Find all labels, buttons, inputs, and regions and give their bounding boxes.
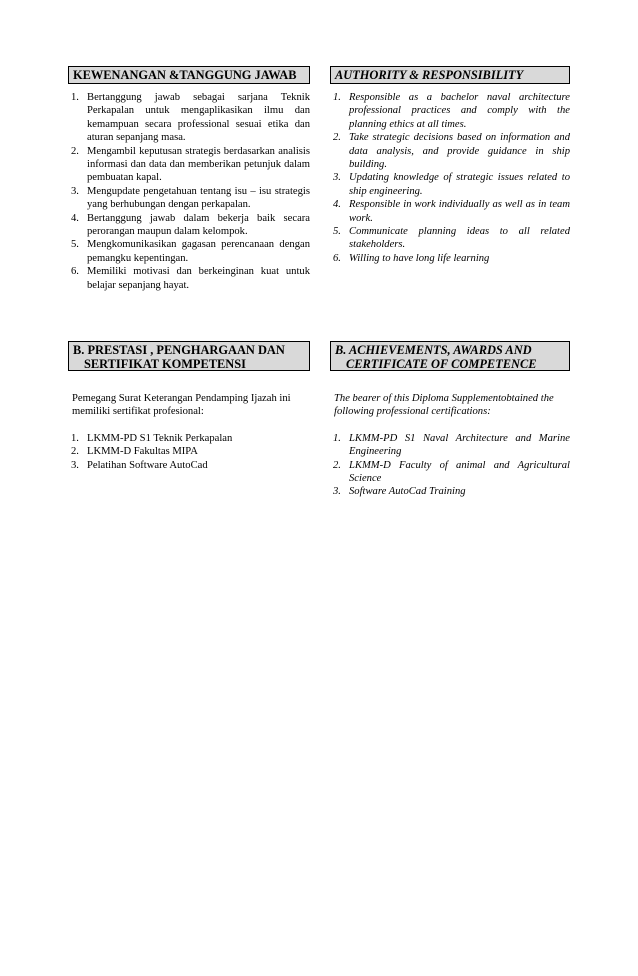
list-item-text: Take strategic decisions based on information and data analysis, and provide guidance in ship building. xyxy=(349,132,570,171)
list-item-text: Software AutoCad Training xyxy=(349,486,466,498)
responsibility-item xyxy=(68,145,310,185)
section-a-en-list xyxy=(330,91,570,265)
section-b-id xyxy=(68,341,310,472)
list-item-number: 3. xyxy=(71,185,79,197)
list-item-number: 6. xyxy=(333,252,341,264)
list-item-text: Responsible in work individually as well as in team work. xyxy=(349,199,570,224)
certification-item xyxy=(330,432,570,459)
section-a-id-header: KEWENANGAN &TANGGUNG JAWAB xyxy=(68,66,310,84)
list-item-number: 6. xyxy=(71,266,79,278)
list-item-text: Mengupdate pengetahuan tentang isu – isu strategis yang berhubungan dengan perkapalan. xyxy=(87,185,310,211)
section-b-en xyxy=(330,341,570,499)
list-item-text: Mengkomunikasikan gagasan perencanaan dengan pemangku kepentingan. xyxy=(87,239,310,264)
list-item-text: Bertanggung jawab sebagai sarjana Teknik Perkapalan untuk mengaplikasikan ilmu dan kemampuan secara professional sesuai etika dan aturan sepanjang masa. xyxy=(87,92,310,144)
list-item-number: 2. xyxy=(333,459,341,471)
list-item-number: 1. xyxy=(71,432,79,444)
list-item-number: 4. xyxy=(71,212,79,224)
responsibility-item xyxy=(330,225,570,252)
responsibility-item xyxy=(330,198,570,225)
responsibility-item xyxy=(68,91,310,145)
list-item-number: 3. xyxy=(333,172,341,184)
certification-item xyxy=(330,459,570,486)
list-item-number: 5. xyxy=(71,239,79,251)
responsibility-item xyxy=(330,171,570,198)
list-item-number: 3. xyxy=(333,486,341,498)
list-item-number: 1. xyxy=(333,432,341,444)
section-a-id-list xyxy=(68,91,310,292)
responsibility-item xyxy=(330,252,570,265)
list-item-text: LKMM-D Fakultas MIPA xyxy=(87,446,198,458)
responsibility-item xyxy=(68,265,310,292)
list-item-text: Responsible as a bachelor naval architecture professional practices and comply with the planning ethics at all times. xyxy=(349,92,570,130)
list-item-number: 3. xyxy=(71,459,79,471)
list-item-number: 2. xyxy=(71,446,79,458)
list-item-text: LKMM-D Faculty of animal and Agricultural Science xyxy=(349,459,570,485)
list-item-number: 1. xyxy=(333,92,341,103)
list-item-number: 2. xyxy=(333,132,341,144)
responsibility-item xyxy=(68,238,310,265)
list-item-text: Pelatihan Software AutoCad xyxy=(87,459,208,471)
section-b-id-list xyxy=(68,432,310,472)
list-item-text: Bertanggung jawab dalam bekerja baik secara perorangan maupun dalam kelompok. xyxy=(87,212,310,238)
list-item-number: 4. xyxy=(333,199,341,211)
list-item-text: Mengambil keputusan strategis berdasarkan analisis informasi dan data dan memberikan petunjuk dalam pembuatan kapal. xyxy=(87,145,310,184)
list-item-number: 1. xyxy=(71,92,79,103)
list-item-text: Memiliki motivasi dan berkeinginan kuat untuk belajar sepanjang hayat. xyxy=(87,266,310,291)
list-item-number: 5. xyxy=(333,226,341,238)
section-b-en-list xyxy=(330,432,570,499)
section-b-en-header xyxy=(330,341,570,371)
responsibility-item xyxy=(68,185,310,212)
responsibility-item xyxy=(330,91,570,131)
section-a-en-header: AUTHORITY & RESPONSIBILITY xyxy=(330,66,570,84)
list-item-text: Communicate planning ideas to all related stakeholders. xyxy=(349,226,570,251)
section-b-en-intro: The bearer of this Diploma Supplementobtained the following professional certifications: xyxy=(334,393,554,418)
section-a-id xyxy=(68,66,310,292)
responsibility-item xyxy=(68,212,310,239)
certification-item xyxy=(330,485,570,498)
section-b-en-header-line2: CERTIFICATE OF COMPETENCE xyxy=(346,357,537,371)
section-b-id-header-line2: SERTIFIKAT KOMPETENSI xyxy=(84,357,246,371)
section-a-en xyxy=(330,66,570,265)
section-b-id-intro: Pemegang Surat Keterangan Pendamping Ijazah ini memiliki sertifikat profesional: xyxy=(72,393,291,418)
certification-item xyxy=(68,445,310,458)
section-b-id-header-line1: B. PRESTASI , PENGHARGAAN DAN xyxy=(73,343,285,357)
list-item-number: 2. xyxy=(71,145,79,157)
list-item-text: LKMM-PD S1 Teknik Perkapalan xyxy=(87,432,233,444)
list-item-text: LKMM-PD S1 Naval Architecture and Marine Engineering xyxy=(349,432,570,458)
certification-item xyxy=(68,432,310,445)
list-item-text: Updating knowledge of strategic issues related to ship engineering. xyxy=(349,172,570,197)
section-b-en-header-line1: B. ACHIEVEMENTS, AWARDS AND xyxy=(335,343,532,357)
responsibility-item xyxy=(330,131,570,171)
list-item-text: Willing to have long life learning xyxy=(349,252,490,264)
section-b-id-header xyxy=(68,341,310,371)
certification-item xyxy=(68,459,310,472)
